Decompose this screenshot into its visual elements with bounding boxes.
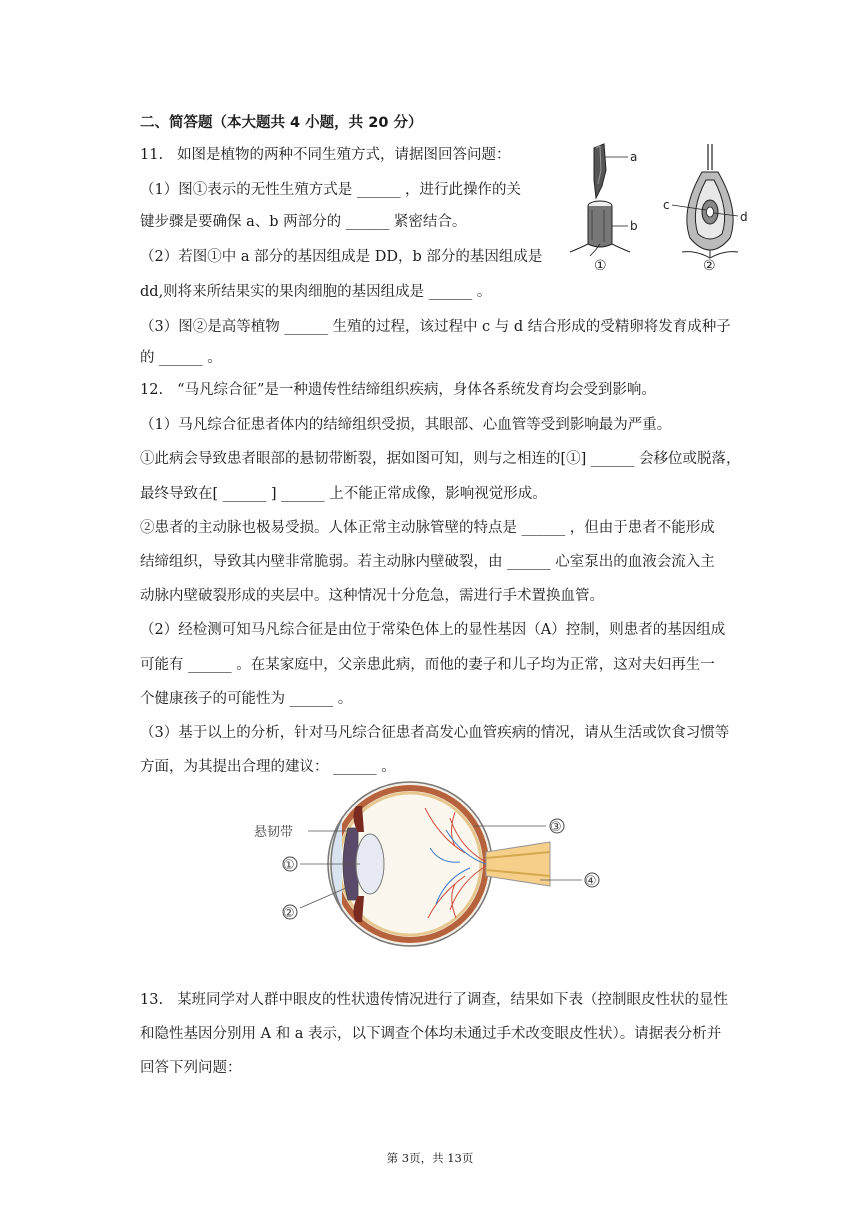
eye-structure-figure [250, 778, 610, 953]
q11-line-2: （1）图①表示的无性生殖方式是 ______ ，进行此操作的关 [140, 182, 521, 198]
eye-label-3: ③ [550, 820, 562, 835]
q13-line-1: 13. 某班同学对人群中眼皮的性状遗传情况进行了调查，结果如下表（控制眼皮性状的显性 [140, 992, 729, 1008]
q12-line-5: ②患者的主动脉也极易受损。人体正常主动脉管壁的特点是 ______ ，但由于患者不能形成 [140, 520, 715, 536]
q13-line-3: 回答下列问题： [140, 1060, 242, 1076]
q11-number: 11. [140, 147, 164, 163]
q11-line-6: （3）图②是高等植物 ______ 生殖的过程，该过程中 c 与 d 结合形成的受精卵将发育成种子 [140, 319, 731, 335]
page-footer: 第 3页，共 13页 [386, 1151, 474, 1165]
grafting-figure [570, 144, 638, 274]
q13-line-2: 和隐性基因分别用 A 和 a 表示，以下调查个体均未通过手术改变眼皮性状）。请据表分析并 [140, 1026, 722, 1042]
label-c: c [663, 198, 670, 212]
q13-number: 13. [140, 992, 164, 1008]
q12-line-6: 结缔组织，导致其内壁非常脆弱。若主动脉内壁破裂，由 ______ 心室泵出的血液会流入主 [140, 554, 715, 570]
q12-line-12: 方面，为其提出合理的建议： ______ 。 [140, 759, 396, 775]
fig2-label: ② [703, 258, 716, 274]
plant-reproduction-figure [560, 140, 770, 280]
q12-line-8: （2）经检测可知马凡综合征是由位于常染色体上的显性基因（A）控制，则患者的基因组成 [140, 622, 726, 638]
q12-line-2: （1）马凡综合征患者体内的结缔组织受损，其眼部、心血管等受到影响最为严重。 [140, 417, 672, 433]
q11-line-3: 键步骤是要确保 a、b 两部分的 ______ 紧密结合。 [140, 214, 467, 230]
eye-label-1: ① [283, 858, 295, 873]
q12-line-11: （3）基于以上的分析，针对马凡综合征患者高发心血管疾病的情况，请从生活或饮食习惯等 [140, 725, 730, 741]
flower-figure [663, 144, 748, 274]
eye-label-2: ② [283, 906, 295, 921]
q12-line-9: 可能有 ______ 。在某家庭中，父亲患此病，而他的妻子和儿子均为正常，这对夫妇再生一 [140, 657, 715, 673]
q11-line-7: 的 ______ 。 [140, 350, 222, 366]
q12-line-1: 12. “马凡综合征”是一种遗传性结缔组织疾病，身体各系统发育均会受到影响。 [140, 382, 656, 398]
q12-line-3: ①此病会导致患者眼部的悬韧带断裂，据如图可知，则与之相连的[①] ______ 会移位或脱落， [140, 451, 741, 467]
q11-line-4: （2）若图①中 a 部分的基因组成是 DD，b 部分的基因组成是 [140, 249, 543, 265]
section-title: 二、简答题（本大题共 4 小题，共 20 分） [140, 115, 423, 131]
q11-line-1: 11. 如图是植物的两种不同生殖方式，请据图回答问题： [140, 147, 511, 163]
label-d: d [740, 210, 748, 224]
q12-line-7: 动脉内壁破裂形成的夹层中。这种情况十分危急，需进行手术置换血管。 [140, 588, 604, 604]
label-b: b [630, 219, 638, 233]
eye-label-4: ④ [585, 874, 597, 889]
label-a: a [630, 150, 638, 164]
fig1-label: ① [594, 258, 607, 274]
q12-line-10: 个健康孩子的可能性为 ______ 。 [140, 691, 353, 707]
ligament-label: 悬韧带 [254, 825, 294, 840]
q12-line-4: 最终导致在[ ______ ] ______ 上不能正常成像，影响视觉形成。 [140, 486, 547, 502]
q11-line-5: dd,则将来所结果实的果肉细胞的基因组成是 ______ 。 [140, 284, 492, 300]
q12-number: 12. [140, 382, 164, 398]
